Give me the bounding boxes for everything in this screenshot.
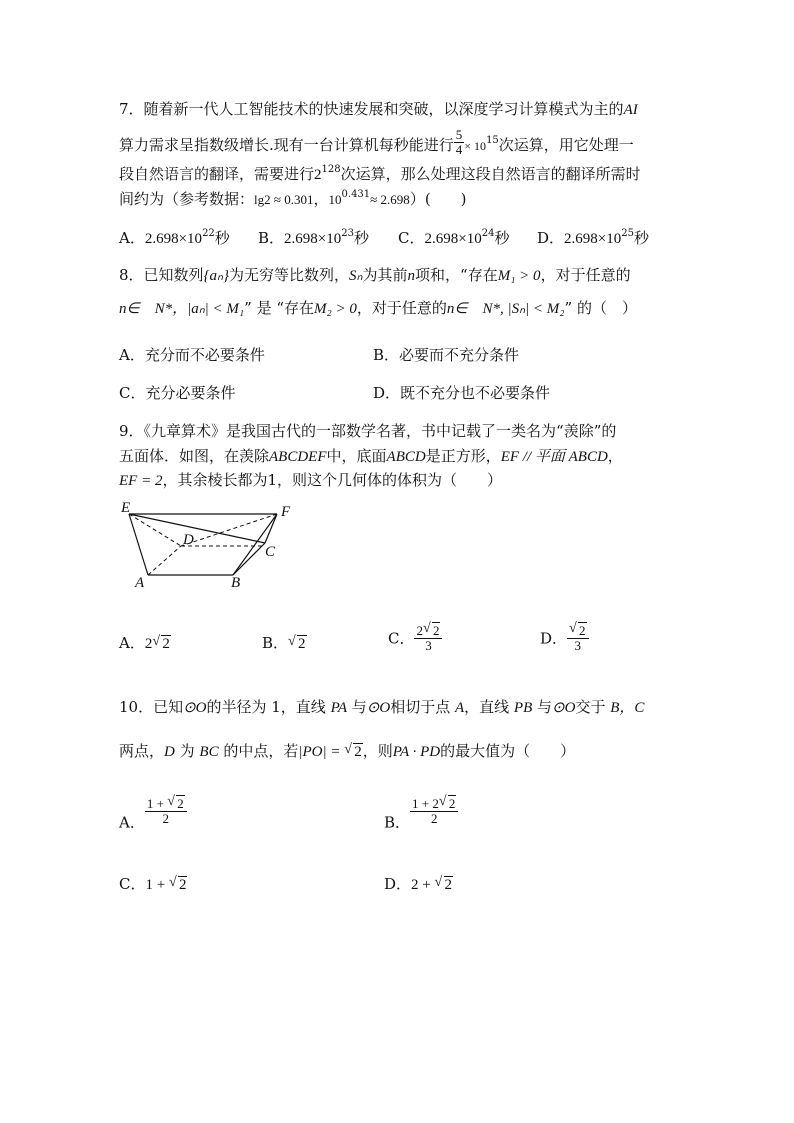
q7-line2: 算力需求呈指数级增长.现有一台计算机每秒能进行 $\frac{5}{4}$ × $10^{15}$次运算，用它处理一 — [119, 126, 634, 157]
q9-line1: 9．《九章算术》是我国古代的一部数学名著，书中记载了一类名为“羡除”的 — [119, 422, 617, 440]
q9-line2: 五面体．如图，在羡除ABCDEF中，底面ABCD是正方形，EF // 平面 ABCD， — [119, 447, 623, 465]
figure-label-d: D — [183, 532, 194, 548]
q9-option-b[interactable]: B．√ 2 — [262, 633, 307, 654]
q10-line2: 两点，D 为 BC 的中点，若|PO| = √ 2，则PA · PD的最大值为（ ） — [119, 741, 575, 762]
q7-option-d[interactable]: D．$2.698\times 10^{25}$秒 — [537, 228, 649, 247]
q8-option-a[interactable]: A．充分而不必要条件 — [119, 346, 265, 364]
q7-line3: 段自然语言的翻译，需要进行$2^{128}$次运算，那么处理这段自然语言的翻译所需时 — [119, 164, 641, 183]
figure-label-b: B — [231, 575, 241, 590]
figure-label-a: A — [135, 575, 145, 590]
q10-line1: 10．已知⊙O的半径为 1，直线 PA 与⊙O相切于点 A，直线 PB 与⊙O交于 B，C — [119, 698, 645, 716]
q7-option-b[interactable]: B．$2.698\times 10^{23}$秒 — [258, 228, 369, 247]
q10-option-d[interactable]: D．2 + √ 2 — [384, 874, 453, 895]
q9-option-c[interactable]: C． $\frac{2√ 2}{3}$ — [388, 624, 442, 653]
q7-option-c[interactable]: C．$2.698\times 10^{24}$秒 — [398, 228, 510, 247]
figure-label-f: F — [281, 504, 291, 520]
q8-option-d[interactable]: D．既不充分也不必要条件 — [373, 384, 551, 402]
q7-line4: 间约为（参考数据：lg2 ≈ 0.301，$10^{0.431}\approx 2.698$）( ) — [119, 189, 467, 208]
q8-line2: n∈ N*，|aₙ| < M₁” 是 “存在M₂ > 0，对于任意的n∈ N*, |Sₙ| < M₂” 的（ ） — [119, 299, 637, 317]
q10-option-b[interactable]: B． $\frac{1 + 2√ 2}{2}$ — [384, 797, 458, 833]
q9-option-d[interactable]: D． √ $\frac{2}{3}$ — [540, 624, 589, 653]
q7-line1: 7．随着新一代人工智能技术的快速发展和突破，以深度学习计算模式为主的AI — [119, 100, 638, 118]
q10-option-a[interactable]: A． $\frac{1 + √ 2}{2}$ — [119, 797, 187, 833]
q8-option-c[interactable]: C．充分必要条件 — [119, 384, 236, 402]
q10-option-c[interactable]: C．1 + √ 2 — [119, 874, 187, 895]
figure-label-c: C — [265, 544, 276, 560]
q8-line1: 8．已知数列{aₙ}为无穷等比数列，Sₙ为其前n项和，“存在M₁ > 0，对于任意的 — [119, 266, 631, 284]
q7-option-a[interactable]: A．$2.698\times 10^{22}$秒 — [119, 228, 230, 247]
q8-option-b[interactable]: B．必要而不充分条件 — [373, 346, 520, 364]
q9-figure — [115, 498, 300, 590]
q9-option-a[interactable]: A．2√ 2 — [119, 633, 171, 654]
q9-line3: EF = 2，其余棱长都为1，则这个几何体的体积为（ ） — [119, 471, 502, 489]
figure-label-e: E — [121, 500, 131, 516]
